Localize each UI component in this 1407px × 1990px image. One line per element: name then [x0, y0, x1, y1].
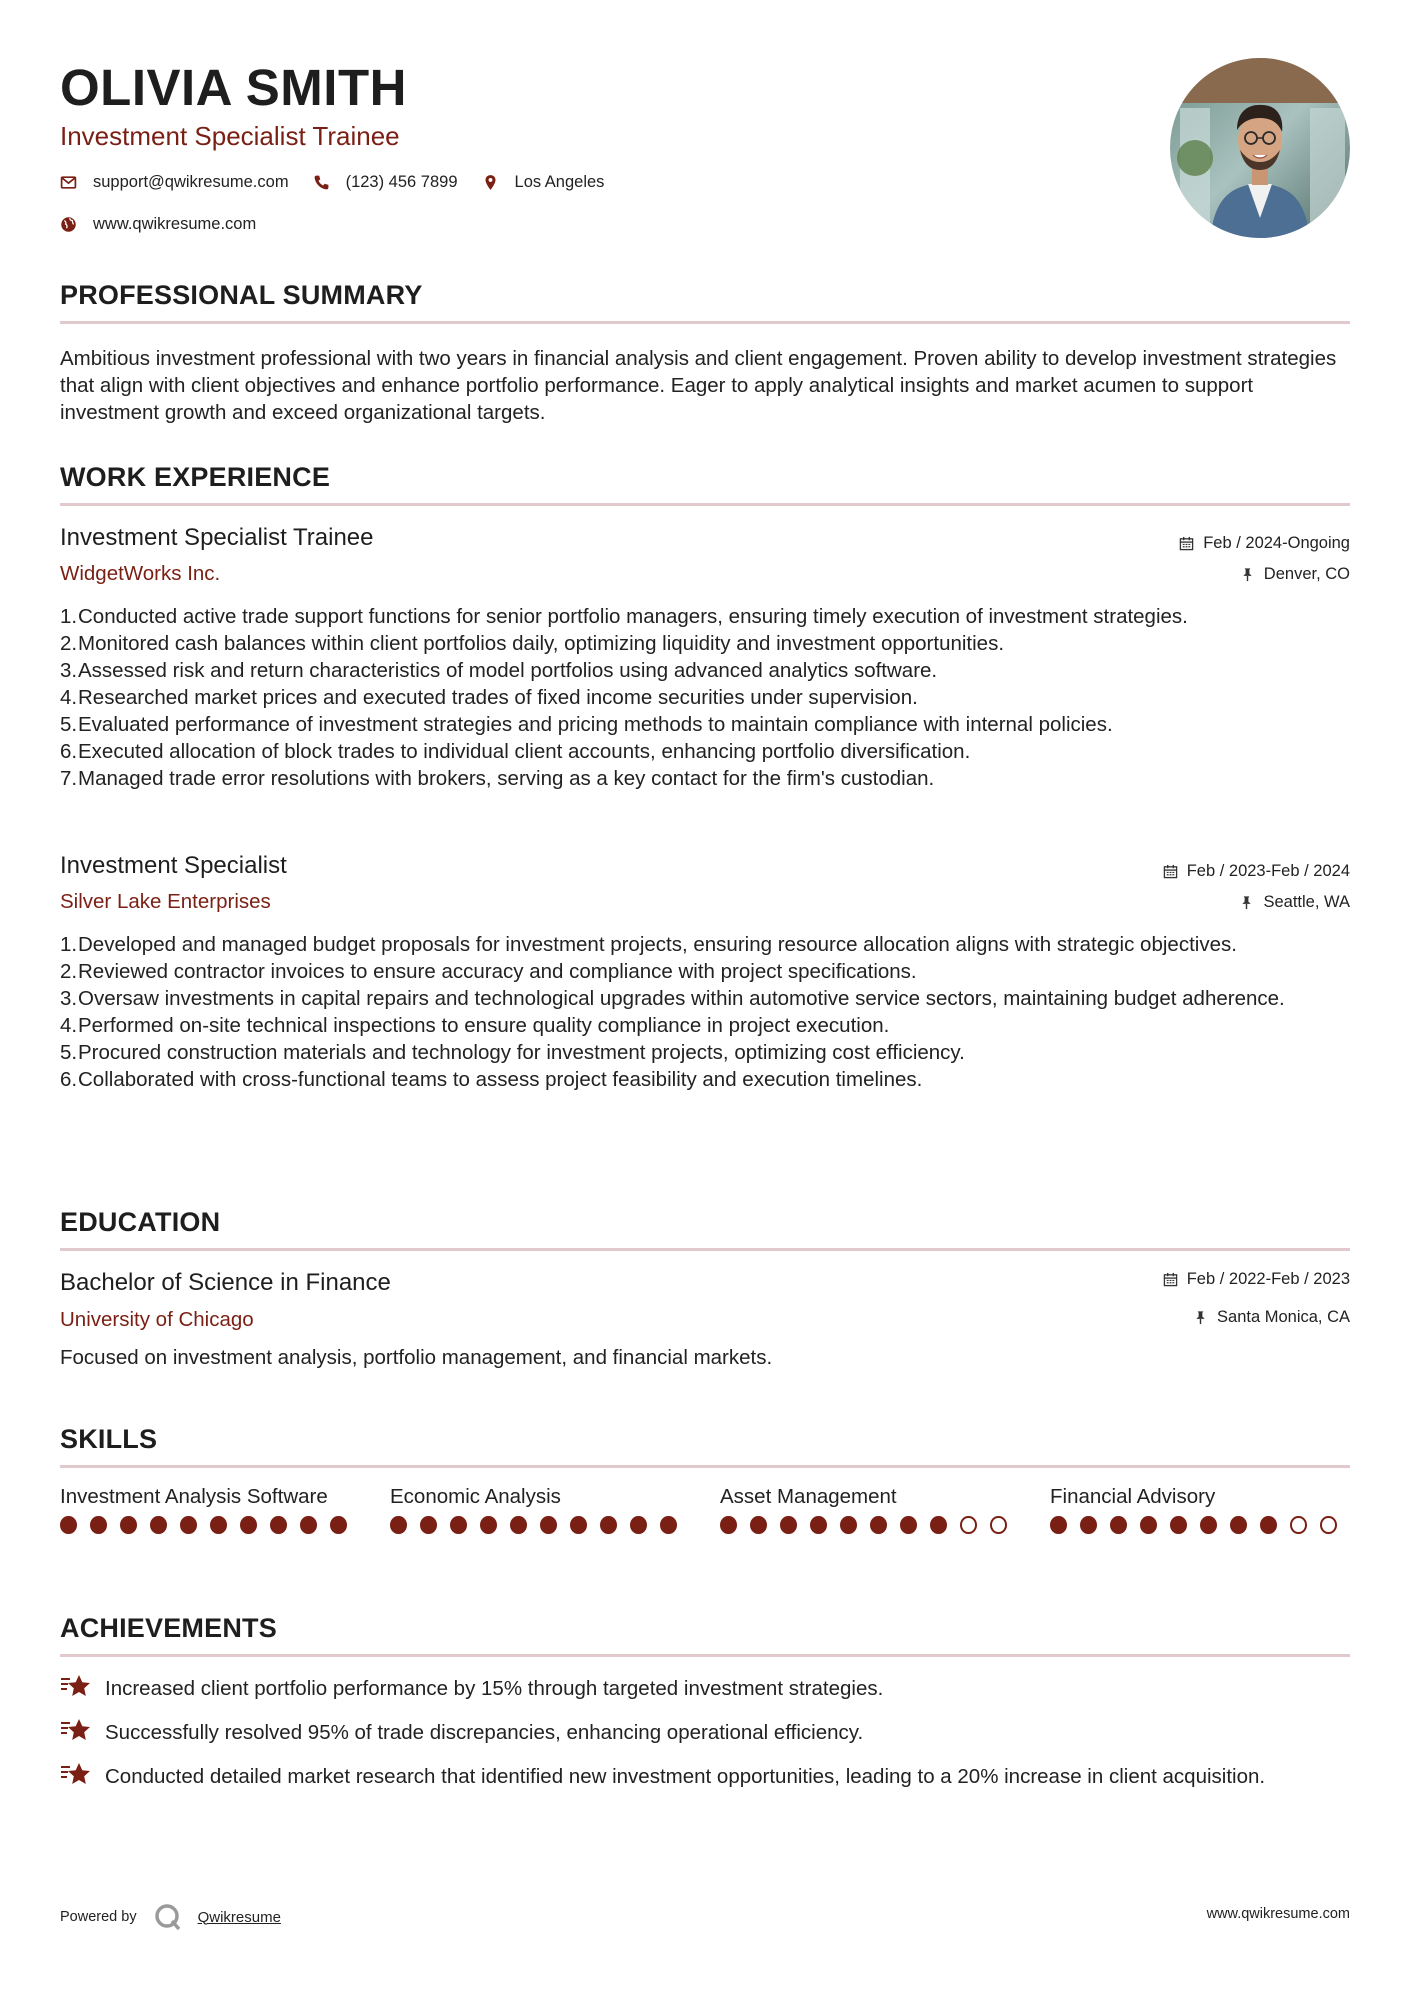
rating-dot-filled: [1080, 1516, 1097, 1534]
list-item: Monitored cash balances within client portfolios daily, optimizing liquidity and investment opportunities.: [78, 632, 1005, 655]
section-divider: [60, 1465, 1350, 1468]
rating-dot-filled: [540, 1516, 557, 1534]
rating-dot-empty: [1320, 1516, 1337, 1534]
pushpin-icon: [1239, 895, 1254, 910]
rating-dot-filled: [150, 1516, 167, 1534]
contact-location: [482, 173, 605, 192]
email-text: support@qwikresume.com: [93, 173, 289, 191]
rating-dot-filled: [240, 1516, 257, 1534]
rating-dot-filled: [720, 1516, 737, 1534]
location-text: Los Angeles: [514, 173, 605, 191]
star-badge-icon: [60, 1673, 92, 1701]
resume-page: [60, 0, 1350, 1990]
list-item: Conducted active trade support functions for senior portfolio managers, ensuring timely execution of investment strategies.: [78, 605, 1188, 628]
skill-name: Economic Analysis: [390, 1485, 561, 1508]
skill-item: [720, 1483, 1020, 1534]
list-item: Evaluated performance of investment strategies and pricing methods to maintain compliance with internal policies.: [78, 713, 1113, 736]
footer-powered: [60, 1902, 281, 1932]
education-dates: [1163, 1270, 1350, 1289]
rating-dot-filled: [570, 1516, 587, 1534]
rating-dot-filled: [270, 1516, 287, 1534]
contact-email[interactable]: [60, 173, 289, 192]
section-divider: [60, 503, 1350, 506]
rating-dot-empty: [990, 1516, 1007, 1534]
rating-dot-empty: [1290, 1516, 1307, 1534]
rating-dot-filled: [930, 1516, 947, 1534]
achievement-item: [60, 1675, 1350, 1702]
education-dates-text: Feb / 2022-Feb / 2023: [1186, 1270, 1350, 1288]
degree-title: Bachelor of Science in Finance: [60, 1269, 391, 1296]
rating-dot-filled: [1050, 1516, 1067, 1534]
map-pin-icon: [482, 174, 499, 191]
rating-dot-filled: [630, 1516, 647, 1534]
rating-dot-filled: [300, 1516, 317, 1534]
powered-by-text: Powered by: [60, 1909, 137, 1925]
list-item: Performed on-site technical inspections to ensure quality compliance in project execution.: [78, 1014, 890, 1037]
rating-dot-filled: [480, 1516, 497, 1534]
rating-dot-filled: [1110, 1516, 1127, 1534]
rating-dot-filled: [900, 1516, 917, 1534]
pushpin-icon: [1240, 567, 1255, 582]
skill-name: Financial Advisory: [1050, 1485, 1216, 1508]
rating-dot-filled: [450, 1516, 467, 1534]
achievement-item: [60, 1719, 1350, 1746]
skill-item: [390, 1483, 690, 1534]
skill-item: [1050, 1483, 1350, 1534]
job-company: WidgetWorks Inc.: [60, 562, 221, 585]
job-dates-text: Feb / 2024-Ongoing: [1203, 534, 1350, 552]
contact-phone[interactable]: [313, 173, 458, 192]
rating-dot-filled: [510, 1516, 527, 1534]
achievement-text: Increased client portfolio performance by 15% through targeted investment strategies.: [105, 1677, 884, 1700]
achievements-heading: ACHIEVEMENTS: [60, 1613, 277, 1643]
achievement-text: Successfully resolved 95% of trade discrepancies, enhancing operational efficiency.: [105, 1721, 864, 1744]
rating-dot-filled: [60, 1516, 77, 1534]
school-name: University of Chicago: [60, 1308, 254, 1331]
job-location: [1239, 893, 1350, 912]
rating-dot-filled: [1170, 1516, 1187, 1534]
job-title: Investment Specialist: [60, 852, 287, 879]
rating-dot-filled: [750, 1516, 767, 1534]
candidate-role: Investment Specialist Trainee: [60, 121, 400, 151]
star-badge-icon: [60, 1761, 92, 1789]
candidate-name: OLIVIA SMITH: [60, 59, 407, 116]
rating-dot-filled: [870, 1516, 887, 1534]
job-location-text: Denver, CO: [1263, 565, 1350, 583]
rating-dot-filled: [210, 1516, 227, 1534]
skill-name: Asset Management: [720, 1485, 897, 1508]
job-bullets: [78, 603, 1350, 792]
list-item: Researched market prices and executed trades of fixed income securities under supervision.: [78, 686, 918, 709]
calendar-icon: [1179, 536, 1194, 551]
skill-rating: [720, 1516, 1020, 1534]
rating-dot-filled: [840, 1516, 857, 1534]
job-bullets: [78, 931, 1350, 1093]
section-divider: [60, 1654, 1350, 1657]
job-dates: [1179, 534, 1350, 553]
education-heading: EDUCATION: [60, 1207, 221, 1237]
rating-dot-filled: [600, 1516, 617, 1534]
list-item: Collaborated with cross-functional teams to assess project feasibility and execution timelines.: [78, 1068, 923, 1091]
rating-dot-filled: [1140, 1516, 1157, 1534]
calendar-icon: [1163, 1272, 1178, 1287]
star-badge-icon: [60, 1717, 92, 1745]
qwikresume-logo-icon: [153, 1902, 183, 1932]
job-title: Investment Specialist Trainee: [60, 524, 374, 551]
achievement-item: [60, 1763, 1350, 1790]
list-item: Assessed risk and return characteristics of model portfolios using advanced analytics software.: [78, 659, 938, 682]
summary-heading: PROFESSIONAL SUMMARY: [60, 280, 423, 310]
rating-dot-filled: [180, 1516, 197, 1534]
rating-dot-filled: [1200, 1516, 1217, 1534]
calendar-icon: [1163, 864, 1178, 879]
website-text: www.qwikresume.com: [93, 215, 257, 233]
education-location-text: Santa Monica, CA: [1217, 1308, 1350, 1326]
education-location: [1193, 1308, 1350, 1327]
rating-dot-filled: [660, 1516, 677, 1534]
rating-dot-filled: [420, 1516, 437, 1534]
rating-dot-filled: [390, 1516, 407, 1534]
job-dates: [1163, 862, 1350, 881]
job-location: [1240, 565, 1350, 584]
list-item: Oversaw investments in capital repairs and technological upgrades within automotive service sectors, maintaining budget adherence.: [78, 987, 1285, 1010]
profile-photo: [1170, 58, 1350, 238]
envelope-icon: [60, 174, 77, 191]
summary-text: Ambitious investment professional with two years in financial analysis and client engagement. Proven ability to develop investment strategies that align with client objectives and enhance portfolio performance. Eager to apply analytical insights and market acumen to support investment growth and exceed organizational targets.: [60, 347, 1337, 424]
skill-rating: [1050, 1516, 1350, 1534]
education-description: Focused on investment analysis, portfolio management, and financial markets.: [60, 1346, 773, 1369]
rating-dot-filled: [1260, 1516, 1277, 1534]
list-item: Executed allocation of block trades to individual client accounts, enhancing portfolio diversification.: [78, 740, 971, 763]
phone-text: (123) 456 7899: [345, 173, 458, 191]
skills-heading: SKILLS: [60, 1424, 158, 1454]
list-item: Reviewed contractor invoices to ensure accuracy and compliance with project specifications.: [78, 960, 917, 983]
skill-rating: [390, 1516, 690, 1534]
experience-heading: WORK EXPERIENCE: [60, 462, 331, 492]
rating-dot-filled: [330, 1516, 347, 1534]
rating-dot-filled: [1230, 1516, 1247, 1534]
contact-website[interactable]: [60, 215, 256, 234]
job-company: Silver Lake Enterprises: [60, 890, 271, 913]
brand-link[interactable]: Qwikresume: [197, 1908, 281, 1926]
list-item: Developed and managed budget proposals for investment projects, ensuring resource allocation aligns with strategic objectives.: [78, 933, 1237, 956]
skill-name: Investment Analysis Software: [60, 1485, 328, 1508]
footer-url[interactable]: www.qwikresume.com: [1206, 1906, 1350, 1922]
achievement-text: Conducted detailed market research that identified new investment opportunities, leading to a 20% increase in client acquisition.: [105, 1765, 1266, 1788]
job-dates-text: Feb / 2023-Feb / 2024: [1186, 862, 1350, 880]
section-divider: [60, 1248, 1350, 1251]
rating-dot-empty: [960, 1516, 977, 1534]
globe-icon: [60, 216, 77, 233]
contact-row: [60, 173, 628, 192]
rating-dot-filled: [780, 1516, 797, 1534]
skill-rating: [60, 1516, 360, 1534]
section-divider: [60, 321, 1350, 324]
rating-dot-filled: [120, 1516, 137, 1534]
contact-row: [60, 215, 280, 234]
list-item: Procured construction materials and technology for investment projects, optimizing cost efficiency.: [78, 1041, 965, 1064]
job-location-text: Seattle, WA: [1263, 893, 1350, 911]
pushpin-icon: [1193, 1310, 1208, 1325]
skill-item: [60, 1483, 360, 1534]
rating-dot-filled: [810, 1516, 827, 1534]
rating-dot-filled: [90, 1516, 107, 1534]
phone-icon: [313, 174, 330, 191]
list-item: Managed trade error resolutions with brokers, serving as a key contact for the firm's custodian.: [78, 767, 935, 790]
